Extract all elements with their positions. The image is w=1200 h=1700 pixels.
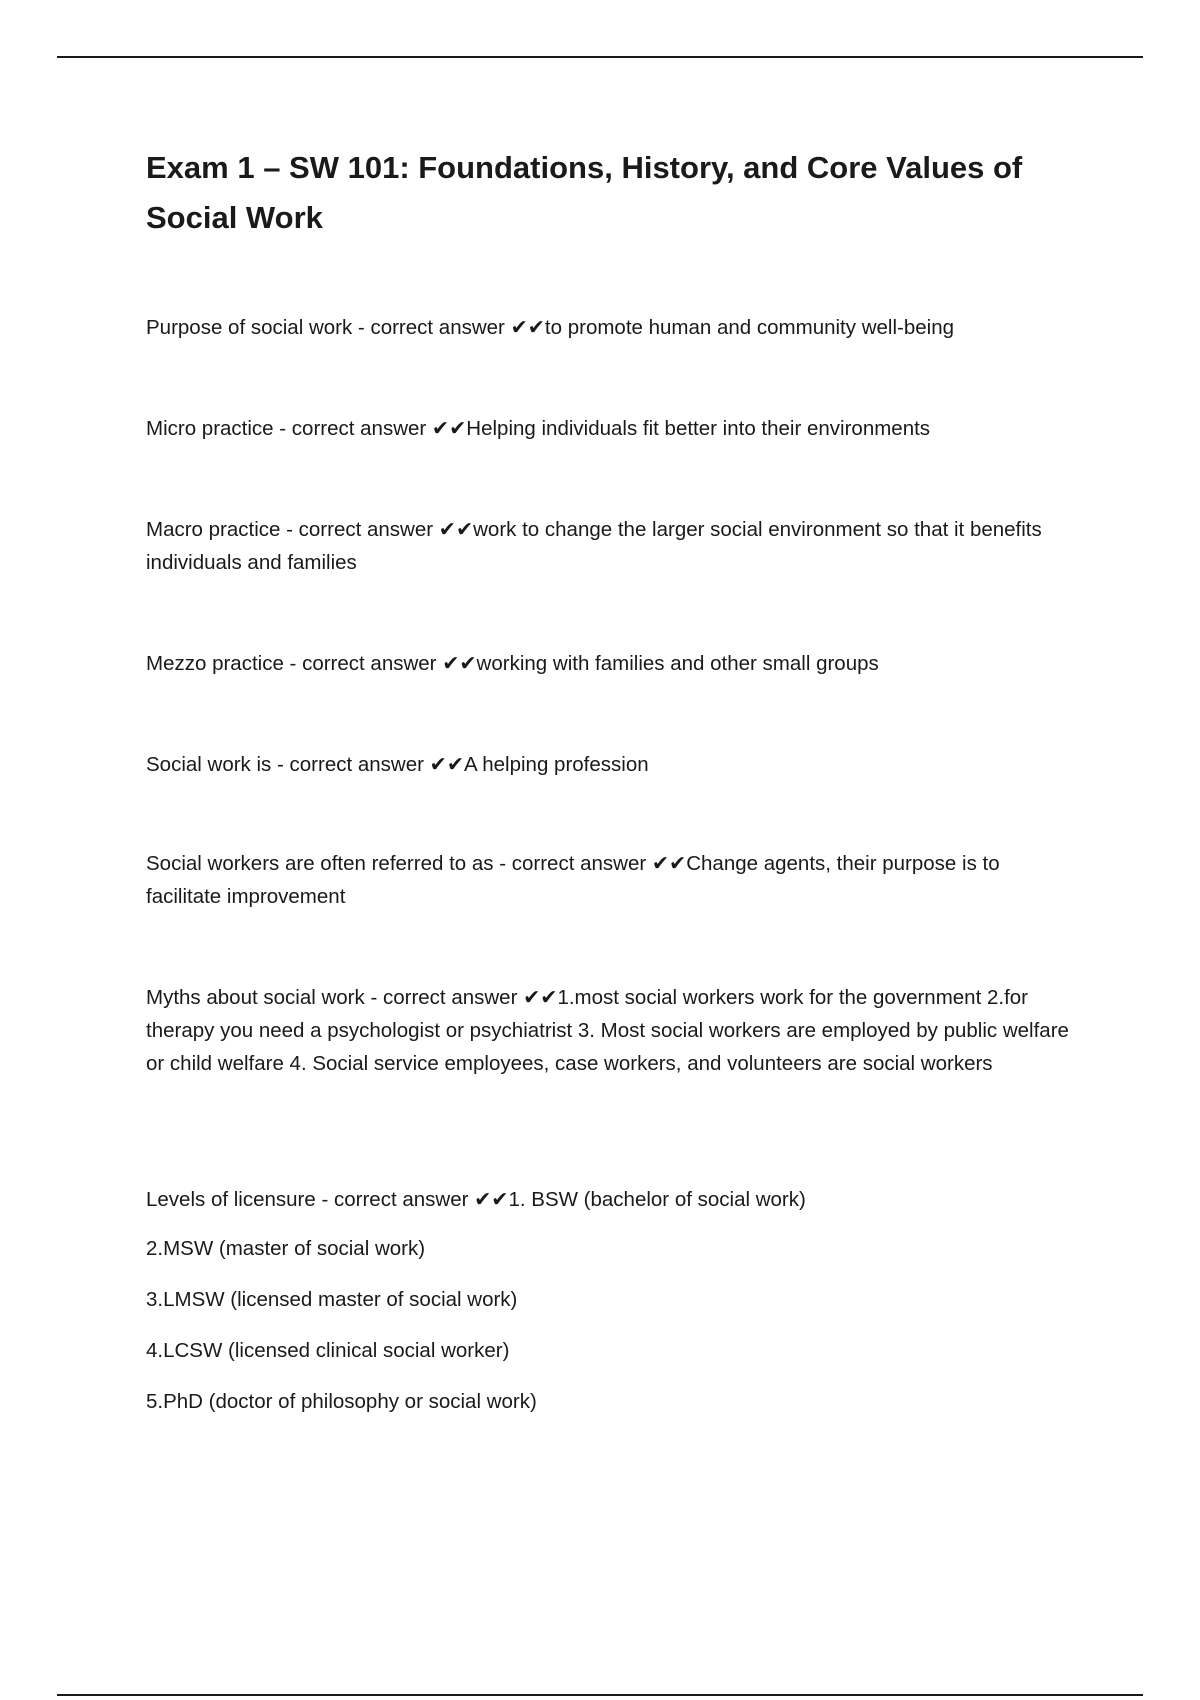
qa-entry-mezzo-practice: Mezzo practice - correct answer ✔✔working with families and other small groups (146, 652, 879, 675)
licensure-item-lcsw: 4.LCSW (licensed clinical social worker) (146, 1339, 510, 1362)
qa-entry-myths: Myths about social work - correct answer ✔✔1.most social workers work for the government 2.for therapy you need a psychologist or psychiatrist 3. Most social workers are employed by public welfare or child welfare 4. Social service employees, case workers, and volunteers are social workers (146, 986, 1069, 1075)
licensure-item-phd: 5.PhD (doctor of philosophy or social work) (146, 1390, 537, 1413)
licensure-item-lmsw: 3.LMSW (licensed master of social work) (146, 1288, 518, 1311)
qa-entry-micro-practice: Micro practice - correct answer ✔✔Helping individuals fit better into their environments (146, 417, 931, 440)
qa-entry-licensure: Levels of licensure - correct answer ✔✔1. BSW (bachelor of social work) (146, 1188, 806, 1211)
qa-entry-macro-practice: Macro practice - correct answer ✔✔work to change the larger social environment so that it benefits individuals and families (146, 518, 1042, 574)
licensure-item-msw: 2.MSW (master of social work) (146, 1237, 426, 1260)
document-title: Exam 1 – SW 101: Foundations, History, and Core Values of Social Work (146, 150, 1023, 235)
bottom-divider (57, 1694, 1143, 1696)
qa-entry-social-work-is: Social work is - correct answer ✔✔A helping profession (146, 753, 649, 776)
top-divider (57, 56, 1143, 58)
qa-entry-change-agents: Social workers are often referred to as - correct answer ✔✔Change agents, their purpose is to facilitate improvement (146, 852, 1000, 908)
qa-entry-purpose: Purpose of social work - correct answer ✔✔to promote human and community well-being (146, 316, 954, 339)
